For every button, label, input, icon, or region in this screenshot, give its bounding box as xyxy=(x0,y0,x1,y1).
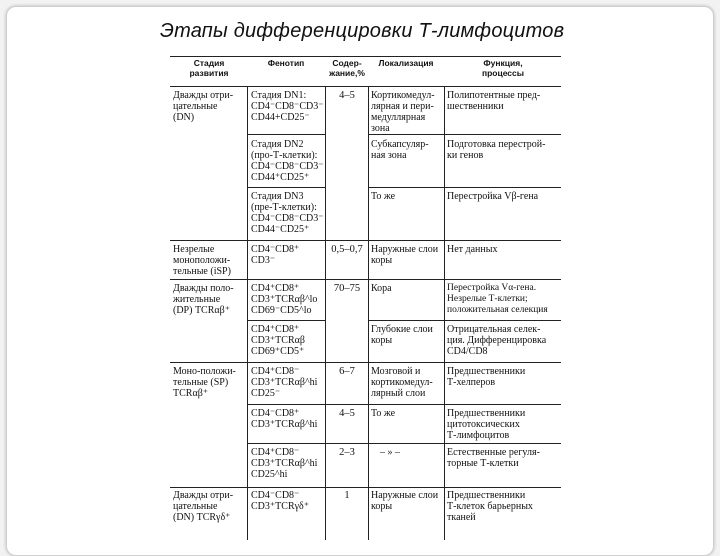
row-sep xyxy=(325,404,561,405)
cell-content: 70–75 xyxy=(333,283,361,294)
cell-content: 1 xyxy=(344,490,350,501)
cell-phenotype: CD4⁺CD8⁺ CD3⁺TCRαβ CD69⁺CD5⁺ xyxy=(251,324,305,357)
col-divider-3 xyxy=(368,86,369,540)
cell-function: Предшественники цитотоксических Т-лимфоцитов xyxy=(447,408,526,441)
col-divider-4 xyxy=(444,86,445,540)
cell-function: Нет данных xyxy=(447,244,498,255)
cell-function: Предшественники Т-клеток барьерных тканей xyxy=(447,490,533,523)
slide xyxy=(6,6,714,556)
cell-phenotype: CD4⁺CD8⁺ CD3⁺TCRαβ^lo CD69⁻CD5^lo xyxy=(251,283,318,316)
row-sep xyxy=(170,362,561,363)
cell-localization: То же xyxy=(371,408,396,419)
cell-function: Подготовка перестрой- ки генов xyxy=(447,139,546,161)
cell-stage: Моно-положи- тельные (SP) TCRαβ⁺ xyxy=(173,366,236,399)
row-sep xyxy=(247,134,325,135)
cell-phenotype: Стадия DN1: CD4⁻CD8⁻CD3⁻ CD44+CD25⁻ xyxy=(251,90,324,123)
row-sep xyxy=(368,320,561,321)
header-function: Функция, процессы xyxy=(481,58,525,78)
cell-phenotype: CD4⁺CD8⁻ CD3⁺TCRαβ^hi CD25^hi xyxy=(251,447,318,480)
row-sep xyxy=(247,187,325,188)
cell-stage: Незрелые моноположи- тельные (iSP) xyxy=(173,244,231,277)
row-sep xyxy=(170,240,561,241)
cell-function: Перестройка Vβ-гена xyxy=(447,191,539,202)
cell-localization: Мозговой и кортикомедул- лярный слои xyxy=(371,366,433,399)
cell-phenotype: Стадия DN2 (про-Т-клетки): CD4⁻CD8⁻CD3⁻ CD44⁺CD25⁺ xyxy=(251,139,324,183)
col-divider-2 xyxy=(325,86,326,540)
header-localization: Локализация xyxy=(378,58,434,68)
cell-localization: Наружные слои коры xyxy=(371,244,439,266)
col-divider-1 xyxy=(247,86,248,540)
cell-function: Перестройка Vα-гена. Незрелые Т-клетки; положительная селекция xyxy=(447,283,548,315)
cell-content: 6–7 xyxy=(339,366,355,377)
header-content: Содер- жание,% xyxy=(329,58,365,78)
header-bottom-rule xyxy=(170,86,561,87)
table-top-rule xyxy=(170,56,561,57)
cell-stage: Дважды поло- жительные (DP) TCRαβ⁺ xyxy=(173,283,234,316)
row-sep xyxy=(368,187,561,188)
cell-localization: Кортикомедул- лярная и пери- медуллярная зона xyxy=(371,90,435,134)
cell-function: Полипотентные пред- шественники xyxy=(447,90,541,112)
cell-localization: – » – xyxy=(380,447,400,458)
cell-stage: Дважды отри- цательные (DN) TCRγδ⁺ xyxy=(173,490,234,523)
cell-phenotype: CD4⁻CD8⁺ CD3⁺TCRαβ^hi xyxy=(251,408,318,430)
cell-function: Отрицательная селек- ция. Дифференцировка CD4/CD8 xyxy=(447,324,547,357)
row-sep xyxy=(368,134,561,135)
row-sep xyxy=(247,443,325,444)
cell-phenotype: Стадия DN3 (пре-Т-клетки): CD4⁻CD8⁻CD3⁻ CD44⁻CD25⁺ xyxy=(251,191,324,235)
cell-content: 2–3 xyxy=(339,447,355,458)
cell-localization: Наружные слои коры xyxy=(371,490,439,512)
cell-localization: Глубокие слои коры xyxy=(371,324,433,346)
cell-content: 4–5 xyxy=(339,90,355,101)
row-sep xyxy=(170,487,561,488)
page-title: Этапы дифференцировки Т-лимфоцитов xyxy=(160,20,565,42)
cell-phenotype: CD4⁻CD8⁻ CD3⁺TCRγδ⁺ xyxy=(251,490,310,512)
header-stage: Стадия развития xyxy=(189,58,229,78)
row-sep xyxy=(247,320,325,321)
cell-content: 0,5–0,7 xyxy=(331,244,363,255)
row-sep xyxy=(325,443,561,444)
cell-phenotype: CD4⁻CD8⁺ CD3⁻ xyxy=(251,244,300,266)
cell-localization: То же xyxy=(371,191,396,202)
cell-content: 4–5 xyxy=(339,408,355,419)
header-phenotype: Фенотип xyxy=(267,58,305,68)
cell-function: Естественные регуля- торные Т-клетки xyxy=(447,447,540,469)
row-sep xyxy=(170,279,561,280)
cell-stage: Дважды отри- цательные (DN) xyxy=(173,90,234,123)
cell-phenotype: CD4⁺CD8⁻ CD3⁺TCRαβ^hi CD25⁻ xyxy=(251,366,318,399)
cell-localization: Субкапсуляр- ная зона xyxy=(371,139,429,161)
cell-function: Предшественники Т-хелперов xyxy=(447,366,526,388)
row-sep xyxy=(247,404,325,405)
cell-localization: Кора xyxy=(371,283,392,294)
